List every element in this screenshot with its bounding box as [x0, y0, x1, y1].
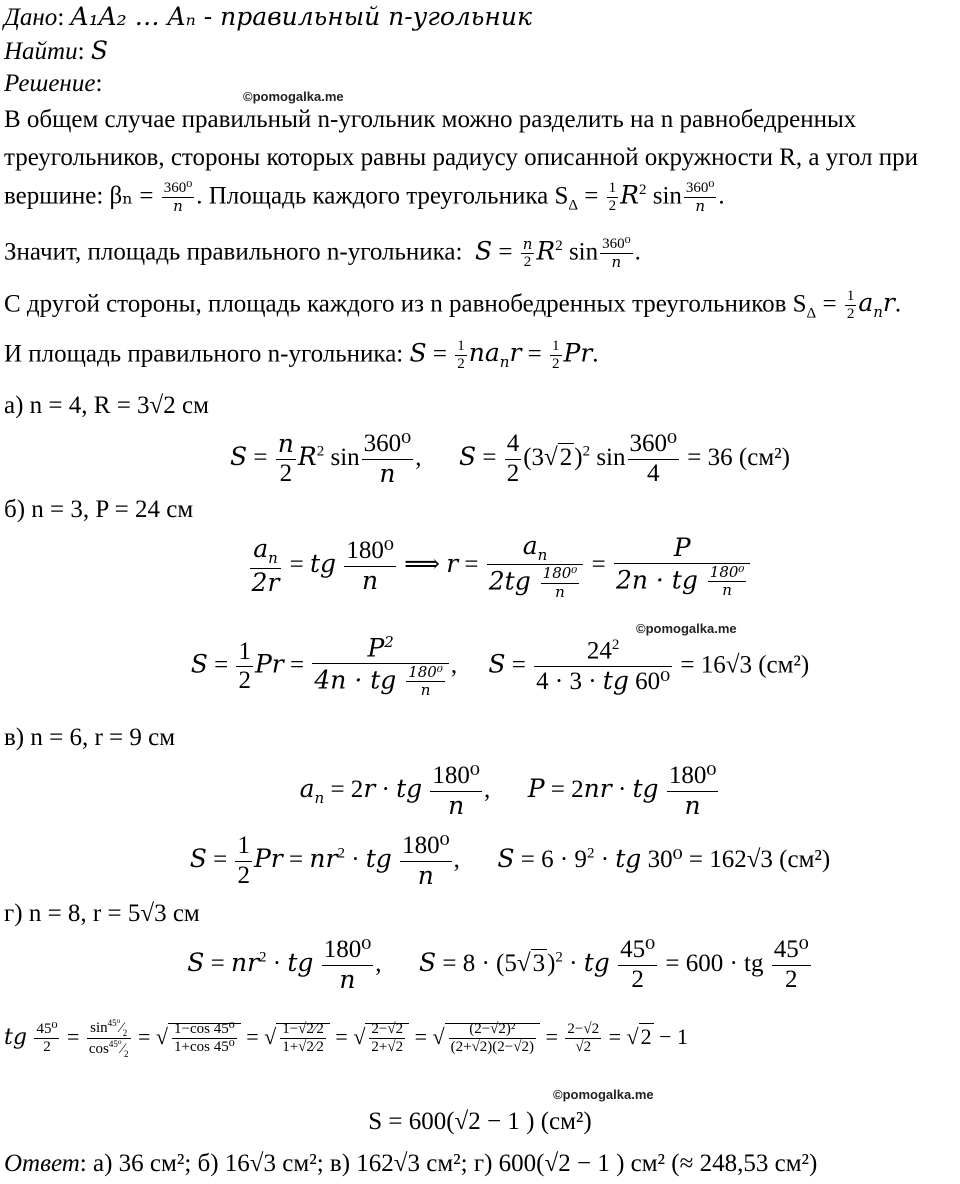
case-c-formula-1: $a_n = 2r$ · tg $\frac{\text{180⁰}}{n}$ , P = 2nr · tg $\frac{\text{180⁰}}{n}$ — [299, 762, 717, 820]
case-b-header: б) n = 3, P = 24 см — [4, 496, 194, 523]
find-line: Найти: S — [4, 36, 108, 65]
paragraph-4-text: И площадь правильного n-угольника: — [4, 340, 404, 368]
case-b-formula-1: $\frac{a_n}{2r}$ = tg $\frac{\text{180⁰}}{n}$ ⟹ r = $a_n$ 2tg $\frac{\text{180⁰}}{n}$ = P 2n · tg $\frac{\text{180⁰}}{n}$ — [0, 532, 960, 601]
find-label: Найти — [4, 38, 78, 65]
case-a-result: = 36 (см²) — [687, 443, 790, 471]
case-b-formula-2: S = $\frac{1}{2}$ Pr = $P^2$ 4n · tg $\frac{\text{180⁰}}{n}$ , S = $\frac{24^2}{\text{4 · 3 · tg 60⁰}}$ = 16√3 (см²) — [190, 633, 810, 700]
half-fraction: $\frac{1}{2}$ — [608, 180, 617, 215]
paragraph-3-text: С другой стороны, площадь каждого из n равнобедренных треугольников S — [4, 290, 807, 318]
paragraph-1-line-3: вершине: βₙ = $\frac{\text{360⁰}}{n}$ . Площадь каждого треугольника $S_\Delta$ = $\frac{1}{2}$ $R^2$ sin $\frac{\text{360⁰}}{n}$ . — [4, 180, 725, 216]
triangle-area-text: . Площадь каждого треугольника S — [196, 182, 569, 210]
tangent-half-angle-derivation: tg $\frac{\text{45⁰}}{2}$ = $\frac{\sin^{45^0}⁄_2}{\cos^{45^0}⁄_2}$ = √ $\frac{\text{1−cos 45⁰}}{\text{1+cos 45⁰}}$ = √ $\frac{1-√2⁄2}{1+√2⁄2}$ = √ $\frac{2-√2}{2+√2}$ = √ $\frac{\text{(2−√2)²}}{(2+√2)(2-√2)}$ = $\frac{2-√2}{√2}$ = √ 2 − 1 — [4, 1018, 688, 1060]
case-b-result: = 16√3 (см²) — [680, 651, 810, 679]
angle-fraction: $\frac{\text{360⁰}}{n}$ — [163, 180, 193, 216]
beta-text: вершине: βₙ = — [4, 182, 154, 210]
answer-text: а) 36 см²; б) 16√3 см²; в) 162√3 см²; г) 600(√2 − 1 ) см² (≈ 248,53 см²) — [92, 1150, 818, 1177]
watermark-middle: ©pomogalka.me — [636, 621, 737, 636]
answer-label: Ответ — [4, 1150, 80, 1177]
given-line: Дано: A₁A₂ … Aₙ - правильный n-угольник — [4, 2, 532, 31]
solution-label: Решение — [4, 70, 96, 97]
paragraph-4: И площадь правильного n-угольника: S = $\frac{1}{2}$ $na_nr$ = $\frac{1}{2}$ Pr. — [4, 338, 599, 373]
solution-line: Решение: — [4, 70, 103, 97]
final-result: S = 600(√2 − 1 ) (см²) — [368, 1108, 592, 1135]
case-d-header: г) n = 8, r = 5√3 см — [4, 900, 200, 927]
watermark-bottom: ©pomogalka.me — [553, 1087, 654, 1102]
case-c-header: в) n = 6, r = 9 см — [4, 724, 176, 751]
case-c-formula-2: S = $\frac{1}{2}$ $Pr = nr^2$ · tg $\frac{\text{180⁰}}{n}$ , $S = 6 \cdot 9^2$ · tg 30⁰ = 162√3 (см²) — [189, 832, 831, 890]
watermark-top: ©pomogalka.me — [243, 89, 344, 104]
case-d-formula-1: $S = nr^2$ · tg $\frac{\text{180⁰}}{n}$ , S = 8 · (5√ 3)$^2$ · tg $\frac{\text{45⁰}}{2}$ = 600 · tg $\frac{\text{45⁰}}{2}$ — [0, 936, 960, 995]
paragraph-2-text: Значит, площадь правильного n-угольника: — [4, 238, 463, 266]
case-d-result: = 600 · tg — [665, 949, 764, 977]
paragraph-1-line-1: В общем случае правильный n-угольник можно разделить на n равнобедренных — [4, 106, 857, 133]
paragraph-1-line-2: треугольников, стороны которых равны радиусу описанной окружности R, а угол при — [4, 144, 919, 171]
paragraph-2: Значит, площадь правильного n-угольника: S = $\frac{n}{2}$ $R^2$ sin $\frac{\text{360⁰}}{n}$ . — [4, 235, 641, 272]
given-text: A₁A₂ … Aₙ - правильный n-угольник — [70, 2, 532, 31]
find-text: S — [90, 36, 108, 65]
paragraph-3: С другой стороны, площадь каждого из n равнобедренных треугольников $S_\Delta$ = $\frac{1}{2}$ $a_nr$. — [4, 288, 902, 323]
given-label: Дано — [4, 4, 58, 31]
case-a-formula: S = $\frac{n}{2}$ $R^2$ sin $\frac{\text{360⁰}}{n}$ , S = $\frac{4}{2}$ (3√ 2)$^2$ sin $\frac{\text{360⁰}}{4}$ = 36 (см²) — [0, 430, 960, 489]
case-a-header: а) n = 4, R = 3√2 см — [4, 392, 209, 419]
case-c-result: = 162√3 (см²) — [688, 845, 831, 873]
answer-line: Ответ: а) 36 см²; б) 16√3 см²; в) 162√3 см²; г) 600(√2 − 1 ) см² (≈ 248,53 см²) — [4, 1150, 818, 1177]
